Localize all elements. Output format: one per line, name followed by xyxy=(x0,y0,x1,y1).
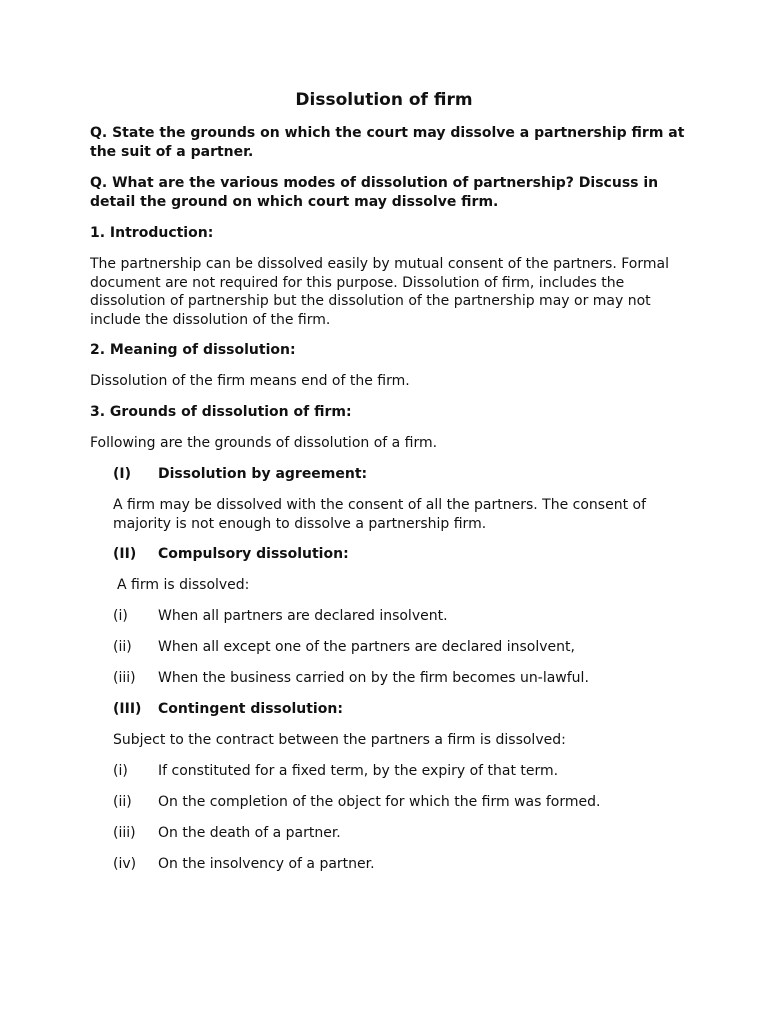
agreement-heading: Dissolution by agreement: xyxy=(158,466,368,482)
compulsory-item-number: (ii) xyxy=(113,639,132,655)
compulsory-intro: A firm is dissolved: xyxy=(117,577,250,593)
intro-heading: 1. Introduction: xyxy=(90,225,214,241)
compulsory-item-number: (i) xyxy=(113,608,128,624)
question-2: Q. What are the various modes of dissolution of partnership? Discuss in detail the ground on which court may dissolve firm. xyxy=(90,175,659,210)
contingent-item-text: On the insolvency of a partner. xyxy=(158,856,375,872)
contingent-item-number: (iii) xyxy=(113,825,136,841)
compulsory-number: (II) xyxy=(113,546,137,562)
contingent-item-text: On the death of a partner. xyxy=(158,825,341,841)
contingent-heading: Contingent dissolution: xyxy=(158,701,343,717)
meaning-heading: 2. Meaning of dissolution: xyxy=(90,342,296,358)
compulsory-item-text: When the business carried on by the firm becomes un-lawful. xyxy=(158,670,589,686)
intro-paragraph: The partnership can be dissolved easily by mutual consent of the partners. Formal document are not required for this purpose. Dissolution of firm, includes the dissolution of partnership but the dissolution of the partnership may or may not include the dissolution of the firm. xyxy=(90,256,669,328)
contingent-item-text: If constituted for a fixed term, by the expiry of that term. xyxy=(158,763,559,779)
agreement-paragraph: A firm may be dissolved with the consent of all the partners. The consent of majority is not enough to dissolve a partnership firm. xyxy=(113,497,646,532)
meaning-paragraph: Dissolution of the firm means end of the firm. xyxy=(90,373,410,389)
question-1: Q. State the grounds on which the court may dissolve a partnership firm at the suit of a partner. xyxy=(90,125,685,160)
compulsory-item-number: (iii) xyxy=(113,670,136,686)
contingent-item-number: (i) xyxy=(113,763,128,779)
grounds-heading: 3. Grounds of dissolution of firm: xyxy=(90,404,352,420)
grounds-paragraph: Following are the grounds of dissolution of a firm. xyxy=(90,435,438,451)
compulsory-item-text: When all except one of the partners are declared insolvent, xyxy=(158,639,575,655)
contingent-item-text: On the completion of the object for which the firm was formed. xyxy=(158,794,601,810)
agreement-number: (I) xyxy=(113,466,132,482)
compulsory-heading: Compulsory dissolution: xyxy=(158,546,349,562)
contingent-intro: Subject to the contract between the partners a firm is dissolved: xyxy=(113,732,566,748)
contingent-item-number: (ii) xyxy=(113,794,132,810)
contingent-item-number: (iv) xyxy=(113,856,137,872)
compulsory-item-text: When all partners are declared insolvent. xyxy=(158,608,448,624)
contingent-number: (III) xyxy=(113,701,142,717)
document-title: Dissolution of firm xyxy=(295,90,473,110)
